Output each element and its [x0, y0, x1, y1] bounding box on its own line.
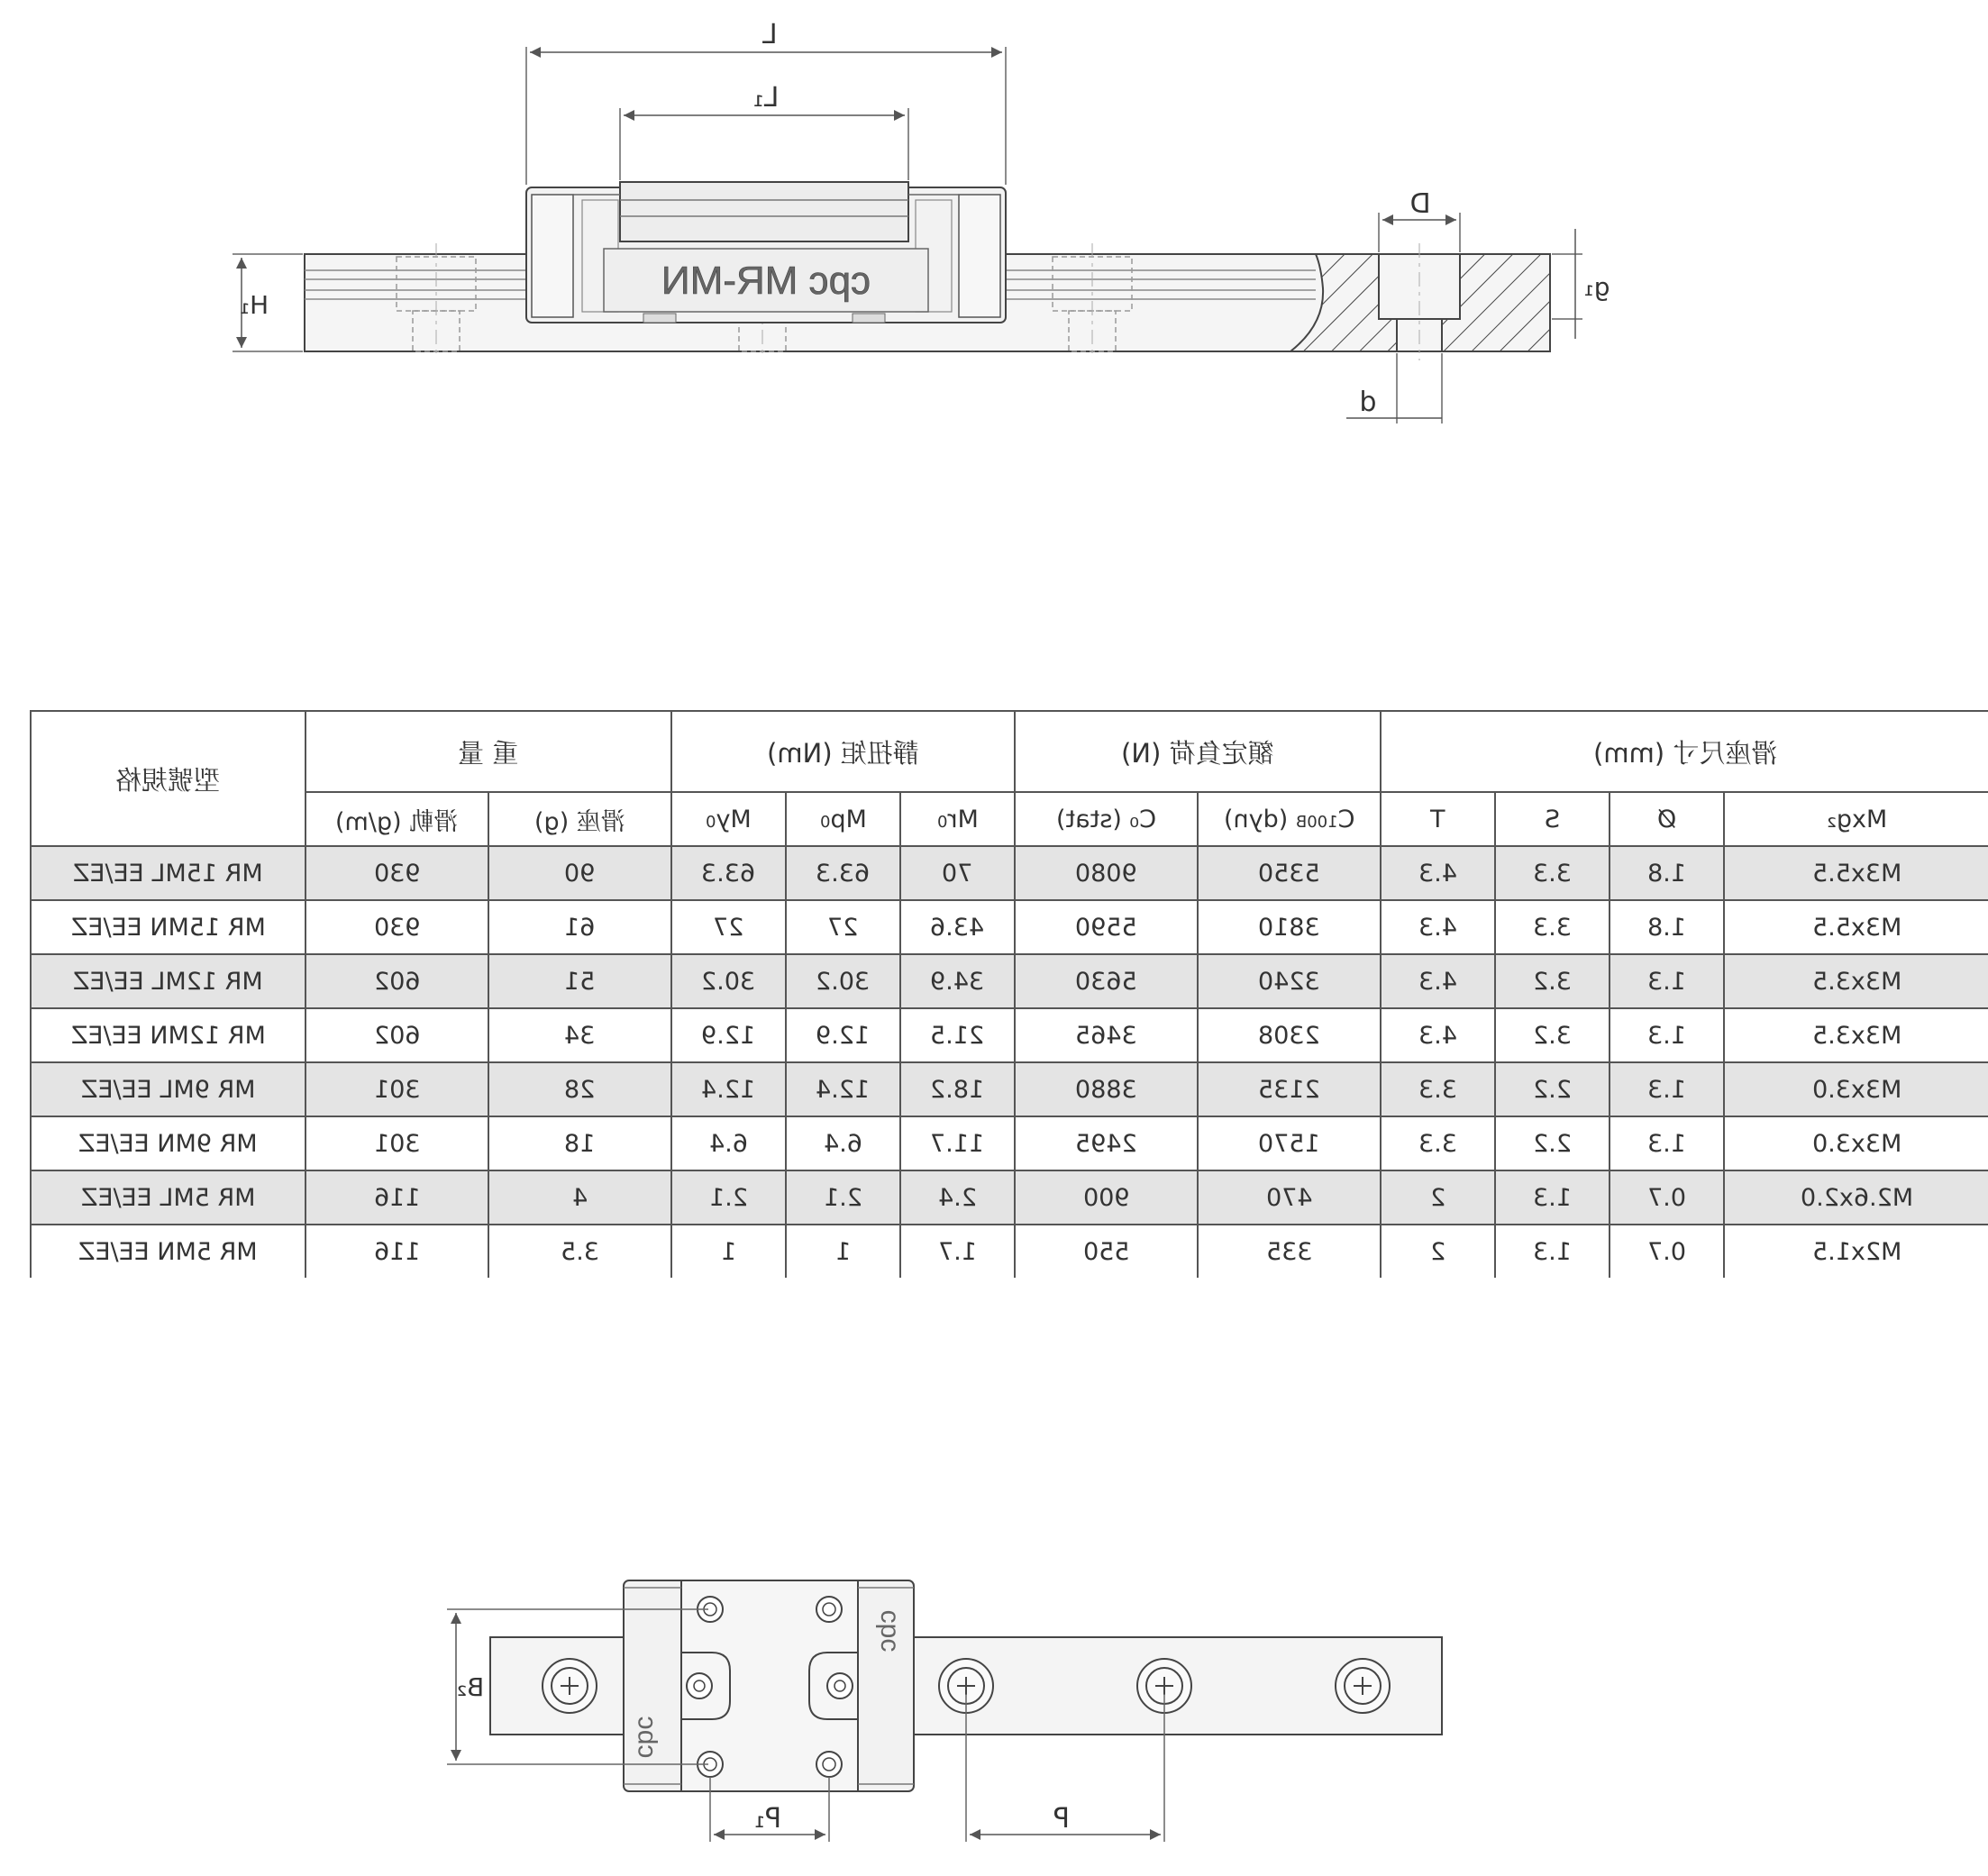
cell-s: 2.2 [1495, 1062, 1610, 1116]
table-row [31, 900, 1988, 954]
cell-model: MR 12MN EE/EZ [31, 1008, 305, 1062]
dimension-L1 [620, 82, 908, 180]
cell-mp: 12.9 [786, 1008, 900, 1062]
header-mr: Mr0 [900, 792, 1015, 846]
table-row [31, 954, 1988, 1008]
cell-mr: 43.6 [900, 900, 1015, 954]
dim-P1-label: P₁ [753, 1803, 782, 1835]
header-block-dims: 滑座尺寸 (mm) [1381, 711, 1988, 792]
cell-my: 12.4 [671, 1062, 786, 1116]
cell-block-weight: 61 [488, 900, 671, 954]
cell-s: 1.3 [1495, 1170, 1610, 1225]
header-s: S [1495, 792, 1610, 846]
header-moment: 靜扭矩 (Nm) [671, 711, 1015, 792]
cell-m: M3x5.5 [1724, 900, 1988, 954]
cell-rail-weight: 116 [305, 1225, 488, 1278]
cell-phi: 1.3 [1610, 1116, 1724, 1170]
cell-phi: 0.7 [1610, 1225, 1724, 1278]
table-row [31, 1170, 1988, 1225]
dim-d-label: d [1359, 387, 1377, 418]
spec-table [30, 710, 1988, 1278]
cell-my: 30.2 [671, 954, 786, 1008]
dimension-H1 [233, 254, 303, 351]
spec-table-container [30, 710, 1988, 1278]
cell-c100: 2308 [1198, 1008, 1381, 1062]
cell-mr: 34.9 [900, 954, 1015, 1008]
cell-s: 3.3 [1495, 900, 1610, 954]
cell-model: MR 12ML EE/EZ [31, 954, 305, 1008]
cell-m: M2.6x2.0 [1724, 1170, 1988, 1225]
dim-L1-label: L₁ [752, 82, 780, 114]
cell-m: M3x3.0 [1724, 1116, 1988, 1170]
table-row [31, 1116, 1988, 1170]
cell-model: MR 9ML EE/EZ [31, 1062, 305, 1116]
cell-model: MR 5ML EE/EZ [31, 1170, 305, 1225]
dimension-D [1379, 188, 1460, 252]
grease-nipple [687, 1673, 712, 1698]
table-row [31, 1008, 1988, 1062]
rail-section [1290, 243, 1550, 360]
cell-block-weight: 90 [488, 846, 671, 900]
cell-block-weight: 34 [488, 1008, 671, 1062]
table-row [31, 846, 1988, 900]
table-header-group-row [31, 711, 1988, 792]
cell-my: 27 [671, 900, 786, 954]
dimension-d [1346, 353, 1442, 423]
mounting-hole [816, 1752, 842, 1777]
header-m: Mxg₂ [1724, 792, 1988, 846]
rail-bolt-hole [543, 1659, 597, 1713]
header-c0: C₀ (stat) [1015, 792, 1198, 846]
block-top [624, 1580, 914, 1791]
cell-phi: 1.8 [1610, 846, 1724, 900]
side-view-drawing [0, 0, 1988, 469]
cell-rail-weight: 930 [305, 846, 488, 900]
cell-s: 3.2 [1495, 954, 1610, 1008]
cell-t: 4.3 [1381, 954, 1495, 1008]
cell-mr: 11.7 [900, 1116, 1015, 1170]
cell-m: M3x3.5 [1724, 1008, 1988, 1062]
header-phi: Ø [1610, 792, 1724, 846]
cell-block-weight: 28 [488, 1062, 671, 1116]
cell-c0: 2495 [1015, 1116, 1198, 1170]
grease-nipple [827, 1673, 853, 1698]
cell-c100: 3240 [1198, 954, 1381, 1008]
cell-mr: 18.2 [900, 1062, 1015, 1116]
header-t: T [1381, 792, 1495, 846]
cell-mp: 30.2 [786, 954, 900, 1008]
table-header-sub-row [31, 792, 1988, 846]
dim-H1-label: H₁ [239, 290, 269, 320]
cell-c100: 470 [1198, 1170, 1381, 1225]
header-mp: Mp0 [786, 792, 900, 846]
cell-c0: 3465 [1015, 1008, 1198, 1062]
cell-block-weight: 18 [488, 1116, 671, 1170]
dimension-g1 [1552, 229, 1610, 339]
dim-B2-label: B₂ [456, 1672, 485, 1702]
cell-block-weight: 3.5 [488, 1225, 671, 1278]
cell-s: 3.3 [1495, 846, 1610, 900]
cell-mp: 27 [786, 900, 900, 954]
cell-model: MR 15MN EE/EZ [31, 900, 305, 954]
rail-bolt-hole [1336, 1659, 1390, 1713]
cell-model: MR 5MN EE/EZ [31, 1225, 305, 1278]
cell-mp: 2.1 [786, 1170, 900, 1225]
cell-mp: 63.3 [786, 846, 900, 900]
cell-phi: 1.8 [1610, 900, 1724, 954]
top-view-drawing [0, 1532, 1988, 1876]
cell-mp: 12.4 [786, 1062, 900, 1116]
cell-block-weight: 51 [488, 954, 671, 1008]
cell-t: 3.3 [1381, 1062, 1495, 1116]
cell-t: 3.3 [1381, 1116, 1495, 1170]
cell-my: 1 [671, 1225, 786, 1278]
table-row [31, 1062, 1988, 1116]
cell-mr: 70 [900, 846, 1015, 900]
cell-model: MR 9MN EE/EZ [31, 1116, 305, 1170]
block-marking: cpc MR-MN [661, 259, 871, 303]
cell-t: 4.3 [1381, 846, 1495, 900]
cell-s: 1.3 [1495, 1225, 1610, 1278]
cell-phi: 1.3 [1610, 1062, 1724, 1116]
cell-my: 12.9 [671, 1008, 786, 1062]
cell-c100: 335 [1198, 1225, 1381, 1278]
cell-c0: 5590 [1015, 900, 1198, 954]
cell-phi: 1.3 [1610, 1008, 1724, 1062]
cell-s: 2.2 [1495, 1116, 1610, 1170]
cell-t: 4.3 [1381, 900, 1495, 954]
cell-c100: 2135 [1198, 1062, 1381, 1116]
dim-D-label: D [1409, 188, 1431, 220]
cell-c100: 5350 [1198, 846, 1381, 900]
cell-c0: 5630 [1015, 954, 1198, 1008]
cell-rail-weight: 930 [305, 900, 488, 954]
header-weight: 重 量 [305, 711, 671, 792]
header-block-weight: 滑座 (g) [488, 792, 671, 846]
cell-t: 4.3 [1381, 1008, 1495, 1062]
cpc-logo-top: cpc [875, 1609, 905, 1653]
dim-P-label: P [1053, 1803, 1071, 1835]
table-row [31, 1225, 1988, 1278]
header-model: 型號規格 [31, 711, 305, 846]
cell-rail-weight: 116 [305, 1170, 488, 1225]
cell-rail-weight: 301 [305, 1062, 488, 1116]
cell-block-weight: 4 [488, 1170, 671, 1225]
cell-m: M3x5.5 [1724, 846, 1988, 900]
cell-t: 2 [1381, 1170, 1495, 1225]
cell-m: M3x3.0 [1724, 1062, 1988, 1116]
header-rail-weight: 滑軌 (g/m) [305, 792, 488, 846]
cell-c100: 1570 [1198, 1116, 1381, 1170]
cell-mr: 2.4 [900, 1170, 1015, 1225]
cell-mp: 6.4 [786, 1116, 900, 1170]
header-c100: C100B (dyn) [1198, 792, 1381, 846]
cpc-logo-bottom: cpc [629, 1716, 659, 1759]
cell-c100: 3810 [1198, 900, 1381, 954]
cell-c0: 900 [1015, 1170, 1198, 1225]
cell-my: 63.3 [671, 846, 786, 900]
cell-t: 2 [1381, 1225, 1495, 1278]
cell-mr: 21.5 [900, 1008, 1015, 1062]
dim-L-label: L [761, 19, 778, 50]
cell-m: M3x3.5 [1724, 954, 1988, 1008]
cell-mp: 1 [786, 1225, 900, 1278]
cell-phi: 1.3 [1610, 954, 1724, 1008]
cell-phi: 0.7 [1610, 1170, 1724, 1225]
cell-my: 6.4 [671, 1116, 786, 1170]
cell-c0: 3880 [1015, 1062, 1198, 1116]
cell-model: MR 15ML EE/EZ [31, 846, 305, 900]
mounting-hole [816, 1597, 842, 1622]
cell-rail-weight: 602 [305, 1008, 488, 1062]
block-side [526, 182, 1006, 323]
header-my: My0 [671, 792, 786, 846]
cell-c0: 550 [1015, 1225, 1198, 1278]
cell-my: 2.1 [671, 1170, 786, 1225]
cell-rail-weight: 301 [305, 1116, 488, 1170]
cell-s: 3.2 [1495, 1008, 1610, 1062]
cell-c0: 9080 [1015, 846, 1198, 900]
dim-g1-label: g₁ [1583, 272, 1610, 302]
cell-mr: 1.7 [900, 1225, 1015, 1278]
cell-m: M2x1.5 [1724, 1225, 1988, 1278]
header-load: 額定負荷 (N) [1015, 711, 1381, 792]
cell-rail-weight: 602 [305, 954, 488, 1008]
